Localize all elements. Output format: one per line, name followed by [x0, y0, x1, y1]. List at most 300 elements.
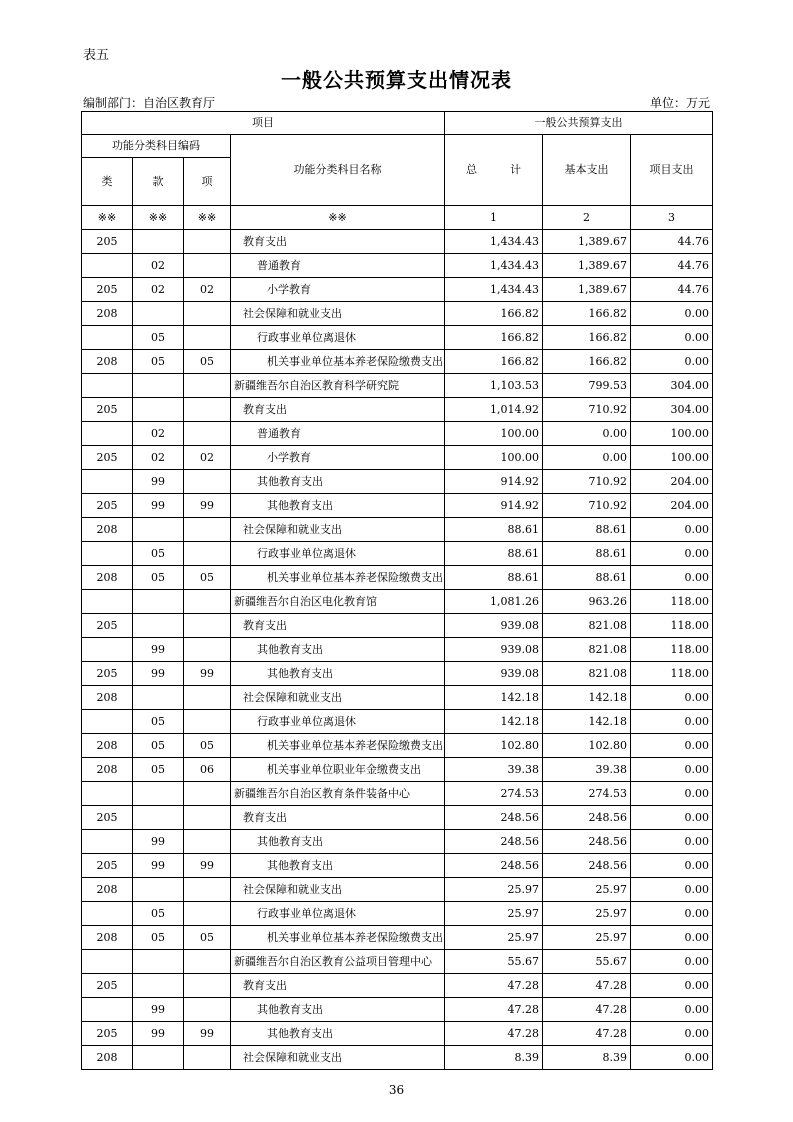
cell-basic: 25.97: [543, 926, 631, 950]
table-row: [82, 278, 713, 302]
cell-xiang: 05: [184, 926, 231, 950]
cell-lei: 205: [82, 494, 133, 518]
cell-name: 小学教育: [231, 278, 445, 302]
cell-total: 102.80: [445, 734, 543, 758]
cell-total: 914.92: [445, 494, 543, 518]
cell-kuan: [133, 614, 184, 638]
cell-total: 939.08: [445, 614, 543, 638]
cell-name: 行政事业单位离退休: [231, 326, 445, 350]
cell-basic: 88.61: [543, 542, 631, 566]
col-number-2: 2: [543, 206, 631, 230]
cell-kuan: 05: [133, 566, 184, 590]
cell-basic: 821.08: [543, 638, 631, 662]
cell-kuan: 02: [133, 446, 184, 470]
cell-project: 204.00: [631, 470, 713, 494]
cell-total: 166.82: [445, 326, 543, 350]
cell-lei: [82, 638, 133, 662]
cell-kuan: [133, 590, 184, 614]
header-kuan: 款: [133, 158, 184, 206]
cell-name: 新疆维吾尔自治区教育科学研究院: [231, 374, 445, 398]
cell-name: 教育支出: [231, 230, 445, 254]
cell-name: 教育支出: [231, 398, 445, 422]
header-project: 项目支出: [631, 135, 713, 206]
page-title: 一般公共预算支出情况表: [281, 68, 512, 92]
table-row: [82, 542, 713, 566]
cell-total: 166.82: [445, 302, 543, 326]
department-label: 编制部门：自治区教育厅: [83, 96, 216, 110]
cell-lei: 208: [82, 1046, 133, 1070]
cell-project: 0.00: [631, 518, 713, 542]
cell-total: 88.61: [445, 518, 543, 542]
cell-name: 普通教育: [231, 254, 445, 278]
cell-xiang: 99: [184, 1022, 231, 1046]
cell-lei: [82, 782, 133, 806]
cell-kuan: 99: [133, 494, 184, 518]
cell-lei: 205: [82, 662, 133, 686]
cell-name: 机关事业单位基本养老保险缴费支出: [231, 566, 445, 590]
cell-basic: 88.61: [543, 566, 631, 590]
cell-xiang: [184, 686, 231, 710]
table-row: [82, 998, 713, 1022]
cell-total: 939.08: [445, 662, 543, 686]
cell-basic: 710.92: [543, 398, 631, 422]
cell-basic: 25.97: [543, 878, 631, 902]
cell-project: 0.00: [631, 758, 713, 782]
table-row: [82, 590, 713, 614]
cell-kuan: [133, 518, 184, 542]
cell-lei: 205: [82, 278, 133, 302]
cell-kuan: 99: [133, 638, 184, 662]
cell-project: 0.00: [631, 734, 713, 758]
cell-basic: 47.28: [543, 998, 631, 1022]
cell-project: 44.76: [631, 230, 713, 254]
table-row: [82, 422, 713, 446]
cell-total: 39.38: [445, 758, 543, 782]
cell-name: 教育支出: [231, 806, 445, 830]
table-row: [82, 806, 713, 830]
cell-project: 118.00: [631, 662, 713, 686]
cell-lei: 208: [82, 758, 133, 782]
cell-project: 0.00: [631, 830, 713, 854]
cell-lei: 208: [82, 302, 133, 326]
cell-name: 普通教育: [231, 422, 445, 446]
cell-total: 914.92: [445, 470, 543, 494]
cell-kuan: 99: [133, 998, 184, 1022]
cell-total: 8.39: [445, 1046, 543, 1070]
cell-basic: 8.39: [543, 1046, 631, 1070]
cell-basic: 1,389.67: [543, 278, 631, 302]
cell-xiang: [184, 638, 231, 662]
table-row: [82, 710, 713, 734]
cell-kuan: [133, 398, 184, 422]
table-row: [82, 326, 713, 350]
table-row: [82, 374, 713, 398]
cell-xiang: [184, 806, 231, 830]
cell-project: 0.00: [631, 974, 713, 998]
cell-lei: [82, 254, 133, 278]
cell-xiang: [184, 782, 231, 806]
cell-project: 0.00: [631, 350, 713, 374]
cell-name: 其他教育支出: [231, 854, 445, 878]
cell-xiang: [184, 254, 231, 278]
cell-lei: 208: [82, 878, 133, 902]
cell-project: 304.00: [631, 398, 713, 422]
table-row: [82, 230, 713, 254]
cell-name: 其他教育支出: [231, 470, 445, 494]
cell-xiang: [184, 878, 231, 902]
cell-project: 0.00: [631, 302, 713, 326]
cell-lei: 208: [82, 686, 133, 710]
cell-name: 机关事业单位基本养老保险缴费支出: [231, 734, 445, 758]
cell-basic: 0.00: [543, 446, 631, 470]
cell-xiang: [184, 830, 231, 854]
table-row: [82, 566, 713, 590]
cell-name: 新疆维吾尔自治区教育公益项目管理中心: [231, 950, 445, 974]
cell-xiang: [184, 998, 231, 1022]
cell-kuan: [133, 878, 184, 902]
cell-total: 248.56: [445, 830, 543, 854]
cell-project: 204.00: [631, 494, 713, 518]
cell-lei: 208: [82, 734, 133, 758]
cell-project: 304.00: [631, 374, 713, 398]
cell-name: 社会保障和就业支出: [231, 878, 445, 902]
cell-lei: [82, 830, 133, 854]
cell-xiang: [184, 302, 231, 326]
cell-project: 0.00: [631, 1046, 713, 1070]
cell-basic: 799.53: [543, 374, 631, 398]
cell-total: 100.00: [445, 422, 543, 446]
cell-xiang: [184, 950, 231, 974]
cell-project: 118.00: [631, 638, 713, 662]
table-row: [82, 398, 713, 422]
table-row: [82, 830, 713, 854]
cell-project: 0.00: [631, 950, 713, 974]
cell-total: 1,081.26: [445, 590, 543, 614]
cell-project: 0.00: [631, 566, 713, 590]
cell-lei: 208: [82, 566, 133, 590]
cell-project: 44.76: [631, 254, 713, 278]
cell-xiang: [184, 398, 231, 422]
cell-basic: 1,389.67: [543, 230, 631, 254]
cell-basic: 166.82: [543, 326, 631, 350]
cell-project: 44.76: [631, 278, 713, 302]
cell-lei: 205: [82, 854, 133, 878]
budget-table: [81, 111, 713, 1070]
mark-name: ※※: [231, 206, 445, 230]
cell-name: 教育支出: [231, 614, 445, 638]
table-row: [82, 782, 713, 806]
cell-kuan: 99: [133, 830, 184, 854]
table-row: [82, 734, 713, 758]
cell-total: 25.97: [445, 878, 543, 902]
table-row: [82, 686, 713, 710]
cell-lei: 205: [82, 974, 133, 998]
cell-kuan: 99: [133, 1022, 184, 1046]
cell-total: 166.82: [445, 350, 543, 374]
cell-kuan: 02: [133, 278, 184, 302]
table-row: [82, 638, 713, 662]
cell-basic: 88.61: [543, 518, 631, 542]
cell-xiang: [184, 614, 231, 638]
cell-kuan: 05: [133, 710, 184, 734]
cell-kuan: [133, 1046, 184, 1070]
table-row: [82, 950, 713, 974]
table-row: [82, 974, 713, 998]
cell-kuan: [133, 974, 184, 998]
header-total: 总 计: [445, 135, 543, 206]
cell-name: 行政事业单位离退休: [231, 902, 445, 926]
cell-basic: 55.67: [543, 950, 631, 974]
cell-xiang: 06: [184, 758, 231, 782]
cell-lei: 205: [82, 398, 133, 422]
cell-name: 新疆维吾尔自治区教育条件装备中心: [231, 782, 445, 806]
cell-total: 1,014.92: [445, 398, 543, 422]
cell-kuan: [133, 302, 184, 326]
cell-lei: 208: [82, 926, 133, 950]
cell-lei: [82, 950, 133, 974]
cell-xiang: 02: [184, 446, 231, 470]
cell-basic: 821.08: [543, 662, 631, 686]
cell-project: 0.00: [631, 782, 713, 806]
cell-xiang: [184, 518, 231, 542]
cell-xiang: [184, 1046, 231, 1070]
cell-xiang: [184, 710, 231, 734]
cell-basic: 963.26: [543, 590, 631, 614]
cell-basic: 710.92: [543, 470, 631, 494]
cell-total: 142.18: [445, 686, 543, 710]
cell-kuan: [133, 686, 184, 710]
mark-lei: ※※: [82, 206, 133, 230]
cell-basic: 248.56: [543, 854, 631, 878]
cell-basic: 710.92: [543, 494, 631, 518]
cell-lei: 205: [82, 806, 133, 830]
cell-project: 0.00: [631, 878, 713, 902]
cell-name: 行政事业单位离退休: [231, 542, 445, 566]
table-row: [82, 254, 713, 278]
cell-total: 47.28: [445, 974, 543, 998]
cell-name: 社会保障和就业支出: [231, 302, 445, 326]
header-basic: 基本支出: [543, 135, 631, 206]
cell-project: 0.00: [631, 1022, 713, 1046]
table-row: [82, 854, 713, 878]
cell-project: 100.00: [631, 422, 713, 446]
cell-project: 0.00: [631, 710, 713, 734]
cell-project: 0.00: [631, 902, 713, 926]
cell-total: 88.61: [445, 542, 543, 566]
cell-basic: 0.00: [543, 422, 631, 446]
cell-name: 其他教育支出: [231, 998, 445, 1022]
cell-total: 274.53: [445, 782, 543, 806]
cell-name: 社会保障和就业支出: [231, 686, 445, 710]
header-item: 项目: [82, 112, 445, 135]
table-row: [82, 926, 713, 950]
cell-xiang: 99: [184, 854, 231, 878]
cell-kuan: 05: [133, 326, 184, 350]
cell-total: 142.18: [445, 710, 543, 734]
cell-basic: 1,389.67: [543, 254, 631, 278]
cell-project: 100.00: [631, 446, 713, 470]
cell-lei: [82, 710, 133, 734]
cell-total: 47.28: [445, 998, 543, 1022]
table-row: [82, 446, 713, 470]
table-row: [82, 470, 713, 494]
cell-project: 0.00: [631, 926, 713, 950]
cell-xiang: [184, 470, 231, 494]
cell-name: 其他教育支出: [231, 830, 445, 854]
cell-basic: 25.97: [543, 902, 631, 926]
cell-xiang: 05: [184, 566, 231, 590]
cell-lei: 208: [82, 518, 133, 542]
cell-project: 118.00: [631, 590, 713, 614]
cell-total: 88.61: [445, 566, 543, 590]
cell-name: 其他教育支出: [231, 662, 445, 686]
cell-basic: 39.38: [543, 758, 631, 782]
cell-name: 机关事业单位基本养老保险缴费支出: [231, 926, 445, 950]
cell-basic: 47.28: [543, 974, 631, 998]
cell-basic: 248.56: [543, 806, 631, 830]
cell-name: 其他教育支出: [231, 494, 445, 518]
cell-basic: 142.18: [543, 710, 631, 734]
cell-total: 1,434.43: [445, 254, 543, 278]
cell-kuan: 99: [133, 854, 184, 878]
cell-project: 118.00: [631, 614, 713, 638]
mark-kuan: ※※: [133, 206, 184, 230]
cell-total: 248.56: [445, 854, 543, 878]
cell-basic: 142.18: [543, 686, 631, 710]
cell-kuan: 05: [133, 926, 184, 950]
cell-name: 新疆维吾尔自治区电化教育馆: [231, 590, 445, 614]
cell-name: 行政事业单位离退休: [231, 710, 445, 734]
cell-kuan: [133, 230, 184, 254]
table-row: [82, 302, 713, 326]
cell-kuan: 05: [133, 350, 184, 374]
cell-name: 其他教育支出: [231, 1022, 445, 1046]
cell-lei: [82, 422, 133, 446]
cell-project: 0.00: [631, 542, 713, 566]
table-row: [82, 518, 713, 542]
table-row: [82, 494, 713, 518]
table-row: [82, 1046, 713, 1070]
cell-total: 1,434.43: [445, 278, 543, 302]
header-budget: 一般公共预算支出: [445, 112, 713, 135]
cell-project: 0.00: [631, 806, 713, 830]
cell-basic: 248.56: [543, 830, 631, 854]
cell-kuan: [133, 806, 184, 830]
cell-lei: [82, 902, 133, 926]
cell-name: 社会保障和就业支出: [231, 518, 445, 542]
cell-lei: [82, 590, 133, 614]
cell-kuan: 05: [133, 542, 184, 566]
cell-xiang: 05: [184, 734, 231, 758]
table-tag: 表五: [83, 48, 110, 63]
cell-lei: [82, 326, 133, 350]
cell-xiang: [184, 374, 231, 398]
cell-total: 1,103.53: [445, 374, 543, 398]
table-row: [82, 878, 713, 902]
cell-kuan: [133, 782, 184, 806]
cell-kuan: [133, 374, 184, 398]
cell-basic: 102.80: [543, 734, 631, 758]
cell-basic: 274.53: [543, 782, 631, 806]
cell-total: 248.56: [445, 806, 543, 830]
cell-total: 1,434.43: [445, 230, 543, 254]
cell-total: 25.97: [445, 902, 543, 926]
cell-name: 机关事业单位基本养老保险缴费支出: [231, 350, 445, 374]
cell-lei: 205: [82, 614, 133, 638]
cell-lei: [82, 374, 133, 398]
cell-xiang: [184, 902, 231, 926]
cell-project: 0.00: [631, 686, 713, 710]
cell-kuan: [133, 950, 184, 974]
cell-kuan: 05: [133, 902, 184, 926]
cell-lei: 205: [82, 230, 133, 254]
cell-lei: 208: [82, 350, 133, 374]
cell-xiang: [184, 974, 231, 998]
cell-total: 47.28: [445, 1022, 543, 1046]
cell-xiang: [184, 326, 231, 350]
header-lei: 类: [82, 158, 133, 206]
cell-basic: 166.82: [543, 350, 631, 374]
cell-xiang: 05: [184, 350, 231, 374]
cell-name: 教育支出: [231, 974, 445, 998]
cell-project: 0.00: [631, 326, 713, 350]
cell-name: 社会保障和就业支出: [231, 1046, 445, 1070]
cell-name: 其他教育支出: [231, 638, 445, 662]
cell-kuan: 05: [133, 758, 184, 782]
page-number: 36: [388, 1083, 405, 1097]
cell-lei: [82, 542, 133, 566]
cell-total: 100.00: [445, 446, 543, 470]
cell-xiang: 99: [184, 662, 231, 686]
table-row: [82, 662, 713, 686]
cell-xiang: [184, 230, 231, 254]
col-number-3: 3: [631, 206, 713, 230]
header-xiang: 项: [184, 158, 231, 206]
table-row: [82, 614, 713, 638]
cell-kuan: 02: [133, 254, 184, 278]
cell-basic: 47.28: [543, 1022, 631, 1046]
cell-lei: [82, 470, 133, 494]
table-row: [82, 350, 713, 374]
cell-xiang: 02: [184, 278, 231, 302]
cell-basic: 166.82: [543, 302, 631, 326]
cell-total: 25.97: [445, 926, 543, 950]
table-row: [82, 1022, 713, 1046]
cell-lei: 205: [82, 446, 133, 470]
col-number-1: 1: [445, 206, 543, 230]
header-code-group: 功能分类科目编码: [82, 135, 231, 158]
mark-xiang: ※※: [184, 206, 231, 230]
cell-kuan: 05: [133, 734, 184, 758]
table-row: [82, 902, 713, 926]
cell-xiang: [184, 422, 231, 446]
cell-xiang: [184, 542, 231, 566]
cell-lei: 205: [82, 1022, 133, 1046]
cell-project: 0.00: [631, 998, 713, 1022]
cell-name: 机关事业单位职业年金缴费支出: [231, 758, 445, 782]
cell-kuan: 99: [133, 470, 184, 494]
cell-total: 55.67: [445, 950, 543, 974]
cell-basic: 821.08: [543, 614, 631, 638]
cell-project: 0.00: [631, 854, 713, 878]
unit-label: 单位：万元: [649, 96, 710, 110]
cell-xiang: 99: [184, 494, 231, 518]
cell-kuan: 99: [133, 662, 184, 686]
cell-xiang: [184, 590, 231, 614]
cell-total: 939.08: [445, 638, 543, 662]
header-name: 功能分类科目名称: [231, 135, 445, 206]
cell-name: 小学教育: [231, 446, 445, 470]
